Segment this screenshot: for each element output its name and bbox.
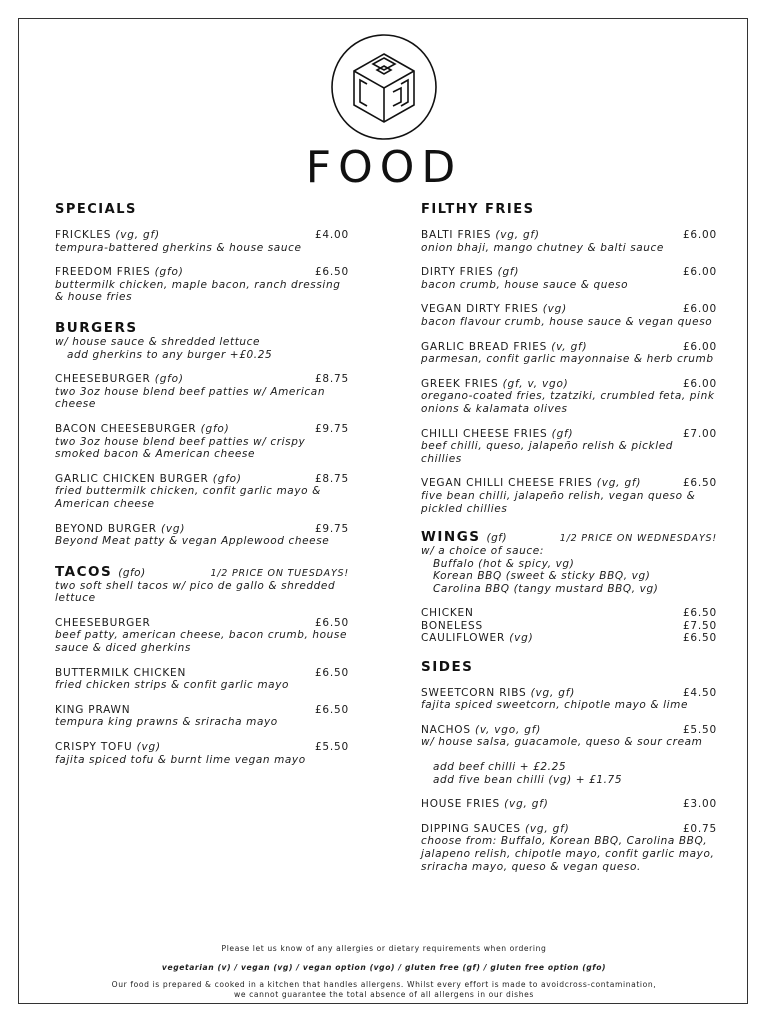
- section-title: SIDES: [421, 658, 474, 675]
- item-tag: (vg, gf): [115, 229, 160, 241]
- item-price: £6.00: [682, 303, 717, 316]
- item-tag: (vg): [136, 741, 161, 754]
- wings-options: [421, 607, 717, 644]
- item-price: £0.75: [682, 822, 717, 835]
- nachos-addons: [421, 761, 717, 786]
- item-description: Beyond Meat patty & vegan Applewood cheese: [55, 535, 330, 548]
- note-line: w/ a choice of sauce:: [421, 545, 544, 558]
- item-description: buttermilk chicken, maple bacon, ranch dressing & house fries: [55, 278, 341, 304]
- item-tag: (gfo): [154, 266, 184, 279]
- item-name: GARLIC CHICKEN BURGER: [55, 472, 213, 485]
- menu-item: [55, 523, 349, 548]
- wings-row: [421, 620, 717, 632]
- brand-logo-icon: [329, 32, 439, 142]
- section-title: TACOS: [55, 563, 113, 580]
- tacos-promo: 1/2 PRICE ON TUESDAYS!: [210, 567, 349, 579]
- menu-item: [55, 229, 349, 254]
- item-tag: (vg): [542, 303, 567, 316]
- item-tag: (gf): [497, 266, 520, 279]
- item-description: choose from: Buffalo, Korean BBQ, Carolina BBQ, jalapeno relish, chipotle mayo, confit garlic mayo, sriracha mayo, queso & vegan queso.: [421, 835, 715, 873]
- item-name: BALTI FRIES: [421, 229, 496, 241]
- addon-line: add five bean chilli (vg) + £1.75: [433, 773, 623, 786]
- menu-item: [55, 704, 349, 729]
- item-name: CHEESEBURGER: [55, 373, 155, 386]
- page-title: FOOD: [305, 142, 463, 193]
- item-tag: (gf, v, vgo): [502, 377, 569, 390]
- item-description: w/ house salsa, guacamole, queso & sour cream: [421, 736, 703, 749]
- item-name: CAULIFLOWER: [421, 632, 510, 645]
- item-tag: (vg, gf): [504, 798, 549, 811]
- item-price: £7.00: [682, 427, 717, 440]
- section-title: FILTHY FRIES: [421, 202, 535, 217]
- menu-item: [55, 741, 349, 766]
- item-tag: (gfo): [212, 472, 242, 485]
- item-price: £6.50: [314, 666, 349, 679]
- item-description: fajita spiced sweetcorn, chipotle mayo & lime: [421, 699, 689, 712]
- item-name: DIPPING SAUCES: [421, 822, 525, 835]
- tacos-note: two soft shell tacos w/ pico de gallo & shredded lettuce: [55, 579, 336, 605]
- disclaimer-line: we cannot guarantee the total absence of all allergens in our dishes: [234, 990, 534, 999]
- addon-line: add beef chilli + £2.25: [433, 761, 567, 774]
- item-price: £6.50: [682, 632, 717, 645]
- item-price: £5.50: [682, 723, 717, 736]
- item-tag: (gf): [551, 427, 574, 440]
- item-price: £5.50: [314, 741, 349, 754]
- item-price: £3.00: [682, 798, 717, 811]
- menu-item: [421, 303, 717, 328]
- item-tag: (gfo): [200, 422, 230, 435]
- menu-item: [55, 373, 349, 411]
- menu-item: [421, 798, 717, 811]
- item-price: £6.00: [682, 266, 717, 279]
- dietary-key: vegetarian (v) / vegan (vg) / vegan option (vgo) / gluten free (gf) / gluten free option (gfo): [161, 963, 607, 972]
- item-tag: (vg, gf): [596, 477, 642, 490]
- item-price: £9.75: [314, 422, 349, 435]
- menu-item: [55, 667, 349, 692]
- item-name: SWEETCORN RIBS: [421, 686, 531, 699]
- section-title: SPECIALS: [55, 202, 137, 217]
- item-price: £7.50: [682, 619, 717, 632]
- tacos-header: [55, 564, 349, 580]
- menu-item: [55, 423, 349, 461]
- item-name: CHILLI CHEESE FRIES: [421, 427, 552, 440]
- item-description: fajita spiced tofu & burnt lime vegan mayo: [55, 753, 306, 766]
- item-description: onion bhaji, mango chutney & balti sauce: [421, 241, 664, 254]
- item-name: FRICKLES: [55, 229, 116, 241]
- item-description: two 3oz house blend beef patties w/ crispy smoked bacon & American cheese: [55, 435, 306, 461]
- note-line: add gherkins to any burger +£0.25: [67, 348, 273, 361]
- item-name: NACHOS: [421, 723, 475, 736]
- item-description: oregano-coated fries, tzatziki, crumbled feta, pink onions & kalamata olives: [421, 390, 715, 415]
- item-name: KING PRAWN: [55, 703, 131, 716]
- item-name: BEYOND BURGER: [55, 522, 162, 535]
- item-price: £6.50: [314, 703, 349, 716]
- sauce-option: Buffalo (hot & spicy, vg): [433, 557, 575, 570]
- note-line: w/ house sauce & shredded lettuce: [55, 335, 261, 348]
- left-column: [55, 202, 349, 766]
- item-price: £9.75: [314, 522, 349, 535]
- item-price: £6.00: [682, 229, 717, 241]
- disclaimer-line: Our food is prepared & cooked in a kitchen that handles allergens. Whilst every effort is made to avoidcross-contamination,: [111, 980, 657, 989]
- menu-item: [421, 341, 717, 366]
- menu-item: [421, 266, 717, 291]
- menu-item: [421, 823, 717, 873]
- sides-header: [421, 659, 717, 675]
- item-name: VEGAN CHILLI CHEESE FRIES: [421, 477, 597, 490]
- wings-note: [421, 545, 717, 595]
- item-description: bacon crumb, house sauce & queso: [421, 278, 629, 291]
- item-name: HOUSE FRIES: [421, 798, 505, 811]
- item-name: FREEDOM FRIES: [55, 266, 155, 279]
- item-tag: (vg): [161, 522, 186, 535]
- fries-header: [421, 202, 717, 217]
- item-price: £4.00: [314, 229, 349, 241]
- item-name: BONELESS: [421, 619, 483, 632]
- item-name: GREEK FRIES: [421, 377, 503, 390]
- wings-header: [421, 529, 717, 545]
- item-name: BUTTERMILK CHICKEN: [55, 666, 187, 679]
- item-description: beef patty, american cheese, bacon crumb, house sauce & diced gherkins: [55, 629, 348, 655]
- item-description: bacon flavour crumb, house sauce & vegan queso: [421, 315, 713, 328]
- item-name: GARLIC BREAD FRIES: [421, 340, 552, 353]
- item-name: BACON CHEESEBURGER: [55, 422, 201, 435]
- burgers-note: [55, 336, 349, 361]
- menu-item: [55, 266, 349, 304]
- item-description: fried buttermilk chicken, confit garlic mayo & American cheese: [55, 485, 321, 510]
- sauce-option: Korean BBQ (sweet & sticky BBQ, vg): [433, 570, 651, 583]
- right-column: [421, 202, 717, 873]
- item-description: fried chicken strips & confit garlic mayo: [55, 679, 290, 692]
- item-description: parmesan, confit garlic mayonnaise & herb crumb: [421, 353, 714, 366]
- item-tag: (v, vgo, gf): [474, 723, 542, 736]
- item-description: five bean chilli, jalapeño relish, vegan queso & pickled chillies: [421, 489, 696, 515]
- item-tag: (vg, gf): [495, 229, 540, 241]
- item-name: VEGAN DIRTY FRIES: [421, 303, 543, 316]
- menu-item: [421, 687, 717, 712]
- item-price: £6.50: [682, 607, 717, 620]
- menu-item: [421, 378, 717, 416]
- item-price: £6.00: [682, 377, 717, 390]
- item-price: £6.50: [314, 616, 349, 629]
- item-tag: (vg, gf): [530, 686, 576, 699]
- menu-item: [55, 473, 349, 511]
- item-description: two 3oz house blend beef patties w/ American cheese: [55, 385, 326, 411]
- item-name: CHICKEN: [421, 607, 474, 620]
- menu-item: [421, 428, 717, 466]
- item-price: £8.75: [314, 373, 349, 386]
- menu-item: [421, 724, 717, 749]
- burgers-header: [55, 320, 349, 336]
- item-tag: (vg): [509, 632, 534, 645]
- section-title: WINGS: [421, 529, 481, 546]
- allergy-notice: Please let us know of any allergies or dietary requirements when ordering: [221, 944, 547, 953]
- menu-item: [421, 229, 717, 254]
- item-description: tempura-battered gherkins & house sauce: [55, 241, 302, 254]
- wings-promo: 1/2 PRICE ON WEDNESDAYS!: [559, 533, 717, 545]
- item-description: tempura king prawns & sriracha mayo: [55, 716, 278, 729]
- item-name: CRISPY TOFU: [55, 741, 137, 754]
- menu-item: [421, 477, 717, 515]
- item-price: £4.50: [682, 686, 717, 699]
- wings-row: [421, 632, 717, 644]
- item-tag: (gfo): [154, 373, 184, 386]
- menu-item: [55, 617, 349, 655]
- item-price: £6.50: [682, 477, 717, 490]
- sauce-option: Carolina BBQ (tangy mustard BBQ, vg): [433, 582, 659, 595]
- item-name: DIRTY FRIES: [421, 266, 498, 279]
- item-tag: (v, gf): [551, 340, 588, 353]
- item-price: £8.75: [314, 472, 349, 485]
- item-price: £6.00: [682, 340, 717, 353]
- item-description: beef chilli, queso, jalapeño relish & pickled chillies: [421, 440, 674, 465]
- item-name: CHEESEBURGER: [55, 616, 151, 629]
- specials-header: [55, 202, 349, 217]
- section-tag: (gfo): [118, 566, 146, 579]
- wings-row: [421, 607, 717, 619]
- section-title: BURGERS: [55, 319, 138, 336]
- section-tag: (gf): [486, 532, 508, 545]
- item-price: £6.50: [314, 266, 349, 279]
- item-tag: (vg, gf): [524, 822, 570, 835]
- kitchen-disclaimer: [40, 980, 728, 1000]
